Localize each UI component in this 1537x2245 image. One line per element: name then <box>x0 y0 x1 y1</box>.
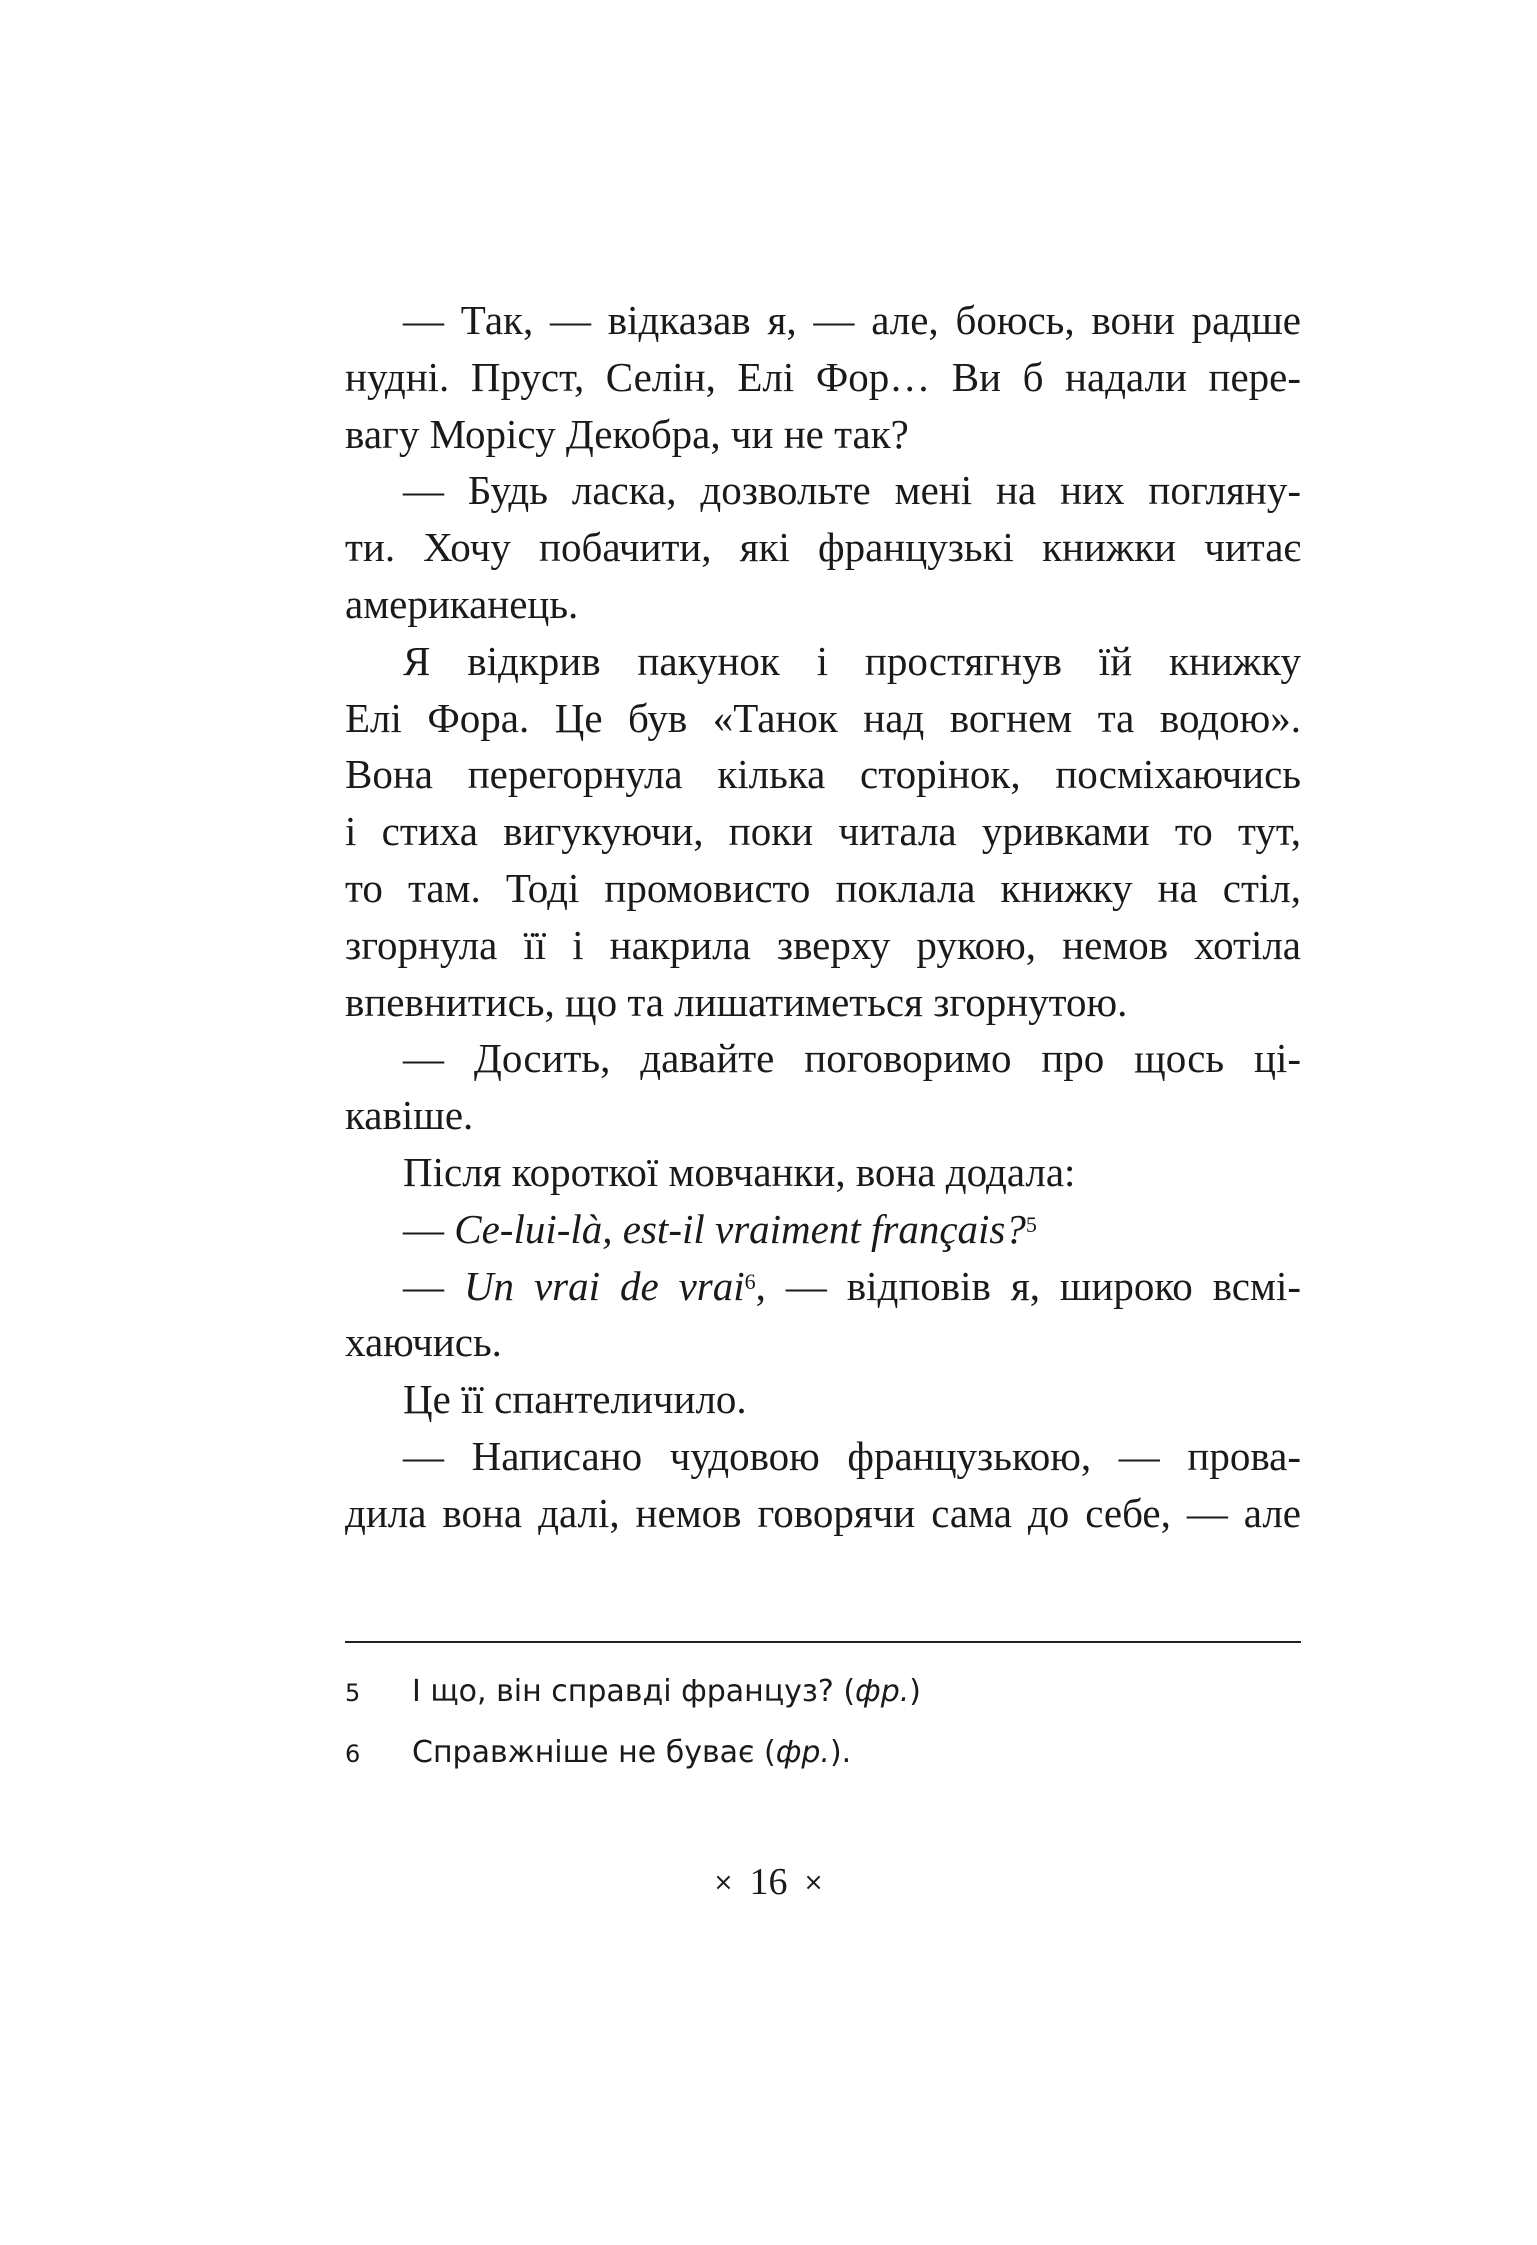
dash: — <box>403 1205 455 1252</box>
text-line: впевнитись, що та лишатиметься згорнутою. <box>345 978 1128 1025</box>
footnote-5 <box>345 1662 1301 1723</box>
footnote-divider <box>345 1641 1301 1643</box>
text-line: нудні. Пруст, Селін, Елі Фор… Ви б надали пере- <box>345 353 1301 400</box>
text-line: і стиха вигукуючи, поки читала уривками то тут, <box>345 808 1301 855</box>
text-line: — Досить, давайте поговоримо про щось ці- <box>403 1035 1301 1082</box>
french-quote: Ce-lui-là, est-il vraiment français? <box>454 1205 1026 1252</box>
page-number <box>0 1857 1537 1907</box>
footnote-number: 5 <box>345 1679 361 1707</box>
page-number-value: 16 <box>749 1861 788 1903</box>
main-text <box>345 292 1301 1542</box>
text-line: вагу Морісу Декобра, чи не так? <box>345 410 909 457</box>
text-line: то там. Тоді промовисто поклала книжку на стіл, <box>345 864 1301 911</box>
text-line: — Так, — відказав я, — але, боюсь, вони радше <box>403 297 1301 343</box>
text-line: кавіше. <box>345 1092 474 1139</box>
text-line: згорнула її і накрила зверху рукою, немов хотіла <box>345 921 1301 968</box>
footnote-number: 6 <box>345 1740 361 1768</box>
text-line: — Будь ласка, дозвольте мені на них погляну- <box>403 467 1301 514</box>
french-quote: Un vrai de vrai <box>463 1262 745 1309</box>
ornament-icon: × <box>713 1868 734 1896</box>
footnote-text: І що, він справді француз? (фр.) <box>412 1674 921 1709</box>
text-line: хаючись. <box>345 1319 502 1366</box>
text-line <box>345 1258 1301 1315</box>
text-line: Я відкрив пакунок і простягнув їй книжку <box>403 637 1301 684</box>
text-line <box>345 1201 1301 1258</box>
text-line: Вона перегорнула кілька сторінок, посміхаючись <box>345 751 1301 798</box>
footnote-text: Справжніше не буває (фр.). <box>412 1735 852 1770</box>
dash: — <box>403 1262 464 1309</box>
text-line: американець. <box>345 580 579 627</box>
footnote-6 <box>345 1723 1301 1784</box>
footnote-ref-6[interactable]: 6 <box>744 1268 756 1294</box>
text-line: — Написано чудовою французькою, — прова- <box>403 1432 1301 1479</box>
ornament-icon: × <box>803 1868 824 1896</box>
text-line: ти. Хочу побачити, які французькі книжки читає <box>345 524 1301 571</box>
text-fragment: , — відповів я, широко всмі- <box>755 1262 1301 1309</box>
text-line: Елі Фора. Це був «Танок над вогнем та водою». <box>345 694 1301 741</box>
footnotes <box>345 1662 1301 1784</box>
text-line: дила вона далі, немов говорячи сама до себе, — але <box>345 1489 1301 1536</box>
footnote-ref-5[interactable]: 5 <box>1025 1211 1037 1237</box>
text-line: Після короткої мовчанки, вона додала: <box>403 1148 1076 1195</box>
text-line: Це її спантеличило. <box>403 1376 747 1423</box>
